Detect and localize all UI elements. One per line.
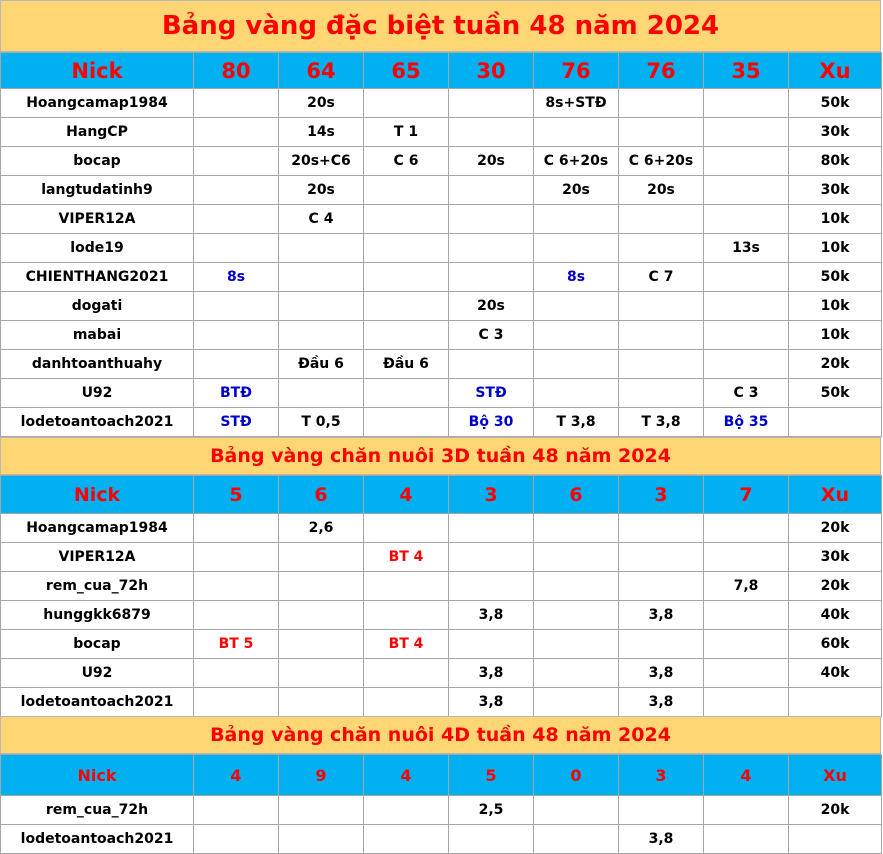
- section-title: Bảng vàng đặc biệt tuần 48 năm 2024: [0, 0, 881, 52]
- xu-cell: 60k: [789, 630, 882, 659]
- pick-cell: [364, 292, 449, 321]
- number-header: 64: [279, 53, 364, 89]
- pick-cell: [619, 292, 704, 321]
- table-row: [1, 350, 882, 379]
- 3d-table: [0, 475, 882, 717]
- pick-cell: [619, 543, 704, 572]
- pick-cell: 3,8: [449, 688, 534, 717]
- pick-cell: [449, 234, 534, 263]
- pick-cell: [279, 379, 364, 408]
- xu-cell: 30k: [789, 118, 882, 147]
- nick-cell: Hoangcamap1984: [1, 89, 194, 118]
- pick-cell: [194, 321, 279, 350]
- pick-cell: [449, 118, 534, 147]
- xu-cell: 20k: [789, 350, 882, 379]
- pick-cell: [534, 572, 619, 601]
- number-header: 9: [279, 755, 364, 796]
- pick-cell: [279, 659, 364, 688]
- pick-cell: 20s+C6: [279, 147, 364, 176]
- pick-cell: BT 5: [194, 630, 279, 659]
- pick-cell: 3,8: [619, 688, 704, 717]
- number-header: 80: [194, 53, 279, 89]
- nick-cell: lodetoantoach2021: [1, 825, 194, 854]
- nick-cell: danhtoanthuahy: [1, 350, 194, 379]
- pick-cell: Đầu 6: [279, 350, 364, 379]
- section-title: Bảng vàng chăn nuôi 3D tuần 48 năm 2024: [0, 437, 881, 475]
- nick-cell: U92: [1, 659, 194, 688]
- number-header: 0: [534, 755, 619, 796]
- pick-cell: [194, 89, 279, 118]
- pick-cell: [704, 292, 789, 321]
- pick-cell: C 6+20s: [534, 147, 619, 176]
- table-row: [1, 796, 882, 825]
- xu-cell: [789, 688, 882, 717]
- number-header: 4: [194, 755, 279, 796]
- pick-cell: Bộ 35: [704, 408, 789, 437]
- xu-cell: 10k: [789, 205, 882, 234]
- pick-cell: [364, 514, 449, 543]
- pick-cell: [194, 205, 279, 234]
- table-row: [1, 688, 882, 717]
- xu-header: Xu: [789, 755, 882, 796]
- pick-cell: [364, 321, 449, 350]
- pick-cell: [364, 205, 449, 234]
- pick-cell: [449, 572, 534, 601]
- pick-cell: [449, 176, 534, 205]
- xu-cell: 50k: [789, 89, 882, 118]
- table-row: [1, 263, 882, 292]
- pick-cell: [619, 234, 704, 263]
- pick-cell: 13s: [704, 234, 789, 263]
- pick-cell: 20s: [279, 89, 364, 118]
- pick-cell: [194, 796, 279, 825]
- pick-cell: [534, 630, 619, 659]
- pick-cell: C 7: [619, 263, 704, 292]
- number-header: 6: [534, 476, 619, 514]
- table-row: [1, 176, 882, 205]
- pick-cell: [364, 825, 449, 854]
- pick-cell: T 3,8: [619, 408, 704, 437]
- number-header: 3: [619, 476, 704, 514]
- pick-cell: [449, 205, 534, 234]
- header-row: [1, 755, 882, 796]
- pick-cell: [534, 796, 619, 825]
- pick-cell: C 6: [364, 147, 449, 176]
- pick-cell: 3,8: [619, 601, 704, 630]
- pick-cell: C 3: [449, 321, 534, 350]
- number-header: 3: [449, 476, 534, 514]
- pick-cell: [449, 263, 534, 292]
- table-row: [1, 543, 882, 572]
- pick-cell: [279, 601, 364, 630]
- nick-cell: CHIENTHANG2021: [1, 263, 194, 292]
- table-row: [1, 118, 882, 147]
- pick-cell: T 1: [364, 118, 449, 147]
- xu-cell: 10k: [789, 234, 882, 263]
- pick-cell: [364, 379, 449, 408]
- pick-cell: 7,8: [704, 572, 789, 601]
- pick-cell: [704, 263, 789, 292]
- pick-cell: T 0,5: [279, 408, 364, 437]
- pick-cell: [279, 630, 364, 659]
- pick-cell: [619, 89, 704, 118]
- pick-cell: [449, 514, 534, 543]
- pick-cell: [194, 825, 279, 854]
- table-row: [1, 89, 882, 118]
- header-row: [1, 53, 882, 89]
- xu-header: Xu: [789, 53, 882, 89]
- header-row: [1, 476, 882, 514]
- pick-cell: [534, 601, 619, 630]
- pick-cell: [364, 659, 449, 688]
- xu-cell: [789, 408, 882, 437]
- pick-cell: [364, 688, 449, 717]
- nick-cell: Hoangcamap1984: [1, 514, 194, 543]
- pick-cell: T 3,8: [534, 408, 619, 437]
- nick-cell: dogati: [1, 292, 194, 321]
- pick-cell: 3,8: [619, 659, 704, 688]
- table-row: [1, 147, 882, 176]
- pick-cell: [194, 659, 279, 688]
- number-header: 5: [449, 755, 534, 796]
- pick-cell: [619, 118, 704, 147]
- pick-cell: 20s: [449, 292, 534, 321]
- pick-cell: [194, 118, 279, 147]
- nick-cell: bocap: [1, 630, 194, 659]
- pick-cell: [194, 514, 279, 543]
- table-row: [1, 659, 882, 688]
- number-header: 4: [364, 755, 449, 796]
- pick-cell: [364, 572, 449, 601]
- pick-cell: Bộ 30: [449, 408, 534, 437]
- 4d-table: [0, 754, 882, 854]
- xu-cell: 40k: [789, 601, 882, 630]
- pick-cell: [619, 796, 704, 825]
- pick-cell: 8s+STĐ: [534, 89, 619, 118]
- pick-cell: [194, 601, 279, 630]
- pick-cell: [279, 688, 364, 717]
- pick-cell: [704, 176, 789, 205]
- xu-cell: 30k: [789, 176, 882, 205]
- pick-cell: C 4: [279, 205, 364, 234]
- pick-cell: [364, 176, 449, 205]
- number-header: 76: [619, 53, 704, 89]
- section-title: Bảng vàng chăn nuôi 4D tuần 48 năm 2024: [0, 716, 881, 754]
- pick-cell: [704, 659, 789, 688]
- nick-cell: hunggkk6879: [1, 601, 194, 630]
- table-row: [1, 205, 882, 234]
- nick-cell: bocap: [1, 147, 194, 176]
- pick-cell: [704, 514, 789, 543]
- pick-cell: [194, 234, 279, 263]
- table-row: [1, 379, 882, 408]
- pick-cell: [619, 514, 704, 543]
- pick-cell: [619, 205, 704, 234]
- xu-cell: 20k: [789, 572, 882, 601]
- pick-cell: [279, 263, 364, 292]
- pick-cell: [279, 796, 364, 825]
- table-row: [1, 292, 882, 321]
- pick-cell: [449, 825, 534, 854]
- table-row: [1, 321, 882, 350]
- nick-cell: rem_cua_72h: [1, 572, 194, 601]
- pick-cell: [279, 321, 364, 350]
- nick-cell: mabai: [1, 321, 194, 350]
- table-row: [1, 408, 882, 437]
- pick-cell: [534, 292, 619, 321]
- pick-cell: C 3: [704, 379, 789, 408]
- pick-cell: [364, 234, 449, 263]
- pick-cell: [194, 572, 279, 601]
- pick-cell: C 6+20s: [619, 147, 704, 176]
- pick-cell: 20s: [534, 176, 619, 205]
- number-header: 30: [449, 53, 534, 89]
- pick-cell: [704, 118, 789, 147]
- pick-cell: [619, 350, 704, 379]
- pick-cell: [364, 601, 449, 630]
- pick-cell: [364, 408, 449, 437]
- table-row: [1, 601, 882, 630]
- number-header: 4: [364, 476, 449, 514]
- pick-cell: [704, 350, 789, 379]
- pick-cell: [534, 205, 619, 234]
- pick-cell: [534, 321, 619, 350]
- pick-cell: [704, 796, 789, 825]
- pick-cell: [704, 688, 789, 717]
- pick-cell: 8s: [194, 263, 279, 292]
- pick-cell: 20s: [449, 147, 534, 176]
- number-header: 5: [194, 476, 279, 514]
- pick-cell: [704, 89, 789, 118]
- pick-cell: [534, 514, 619, 543]
- nick-cell: HangCP: [1, 118, 194, 147]
- nick-cell: langtudatinh9: [1, 176, 194, 205]
- xu-cell: 50k: [789, 263, 882, 292]
- pick-cell: [619, 630, 704, 659]
- nick-cell: lode19: [1, 234, 194, 263]
- nick-cell: lodetoantoach2021: [1, 688, 194, 717]
- number-header: 3: [619, 755, 704, 796]
- pick-cell: [704, 601, 789, 630]
- xu-cell: [789, 825, 882, 854]
- nick-cell: VIPER12A: [1, 205, 194, 234]
- pick-cell: [279, 825, 364, 854]
- pick-cell: 20s: [619, 176, 704, 205]
- xu-cell: 30k: [789, 543, 882, 572]
- nick-header: Nick: [1, 53, 194, 89]
- pick-cell: [449, 543, 534, 572]
- pick-cell: 20s: [279, 176, 364, 205]
- nick-header: Nick: [1, 476, 194, 514]
- pick-cell: [704, 205, 789, 234]
- pick-cell: [364, 263, 449, 292]
- pick-cell: [534, 379, 619, 408]
- xu-cell: 20k: [789, 514, 882, 543]
- number-header: 4: [704, 755, 789, 796]
- number-header: 6: [279, 476, 364, 514]
- pick-cell: [364, 796, 449, 825]
- xu-cell: 10k: [789, 321, 882, 350]
- pick-cell: [279, 543, 364, 572]
- pick-cell: [534, 659, 619, 688]
- nick-header: Nick: [1, 755, 194, 796]
- table-row: [1, 514, 882, 543]
- pick-cell: [449, 630, 534, 659]
- pick-cell: BT 4: [364, 543, 449, 572]
- pick-cell: BTĐ: [194, 379, 279, 408]
- xu-cell: 50k: [789, 379, 882, 408]
- pick-cell: 8s: [534, 263, 619, 292]
- pick-cell: [619, 321, 704, 350]
- pick-cell: [449, 89, 534, 118]
- special-table: [0, 52, 882, 437]
- pick-cell: [704, 825, 789, 854]
- pick-cell: [704, 543, 789, 572]
- pick-cell: [619, 572, 704, 601]
- pick-cell: [704, 147, 789, 176]
- pick-cell: [534, 234, 619, 263]
- pick-cell: [534, 543, 619, 572]
- pick-cell: 14s: [279, 118, 364, 147]
- xu-cell: 20k: [789, 796, 882, 825]
- pick-cell: [194, 688, 279, 717]
- pick-cell: [364, 89, 449, 118]
- xu-cell: 10k: [789, 292, 882, 321]
- pick-cell: 3,8: [619, 825, 704, 854]
- pick-cell: [279, 234, 364, 263]
- pick-cell: [704, 630, 789, 659]
- number-header: 35: [704, 53, 789, 89]
- nick-cell: lodetoantoach2021: [1, 408, 194, 437]
- number-header: 7: [704, 476, 789, 514]
- xu-cell: 80k: [789, 147, 882, 176]
- table-row: [1, 630, 882, 659]
- number-header: 76: [534, 53, 619, 89]
- pick-cell: STĐ: [194, 408, 279, 437]
- xu-cell: 40k: [789, 659, 882, 688]
- pick-cell: [534, 825, 619, 854]
- pick-cell: [194, 147, 279, 176]
- pick-cell: [279, 292, 364, 321]
- pick-cell: [194, 176, 279, 205]
- pick-cell: [534, 688, 619, 717]
- nick-cell: VIPER12A: [1, 543, 194, 572]
- pick-cell: 3,8: [449, 601, 534, 630]
- pick-cell: [449, 350, 534, 379]
- pick-cell: Đầu 6: [364, 350, 449, 379]
- table-row: [1, 572, 882, 601]
- xu-header: Xu: [789, 476, 882, 514]
- pick-cell: 3,8: [449, 659, 534, 688]
- nick-cell: U92: [1, 379, 194, 408]
- pick-cell: 2,6: [279, 514, 364, 543]
- nick-cell: rem_cua_72h: [1, 796, 194, 825]
- pick-cell: [194, 292, 279, 321]
- table-row: [1, 825, 882, 854]
- pick-cell: [279, 572, 364, 601]
- pick-cell: STĐ: [449, 379, 534, 408]
- pick-cell: [194, 350, 279, 379]
- pick-cell: [534, 350, 619, 379]
- pick-cell: BT 4: [364, 630, 449, 659]
- pick-cell: 2,5: [449, 796, 534, 825]
- table-row: [1, 234, 882, 263]
- pick-cell: [534, 118, 619, 147]
- pick-cell: [194, 543, 279, 572]
- number-header: 65: [364, 53, 449, 89]
- pick-cell: [704, 321, 789, 350]
- pick-cell: [619, 379, 704, 408]
